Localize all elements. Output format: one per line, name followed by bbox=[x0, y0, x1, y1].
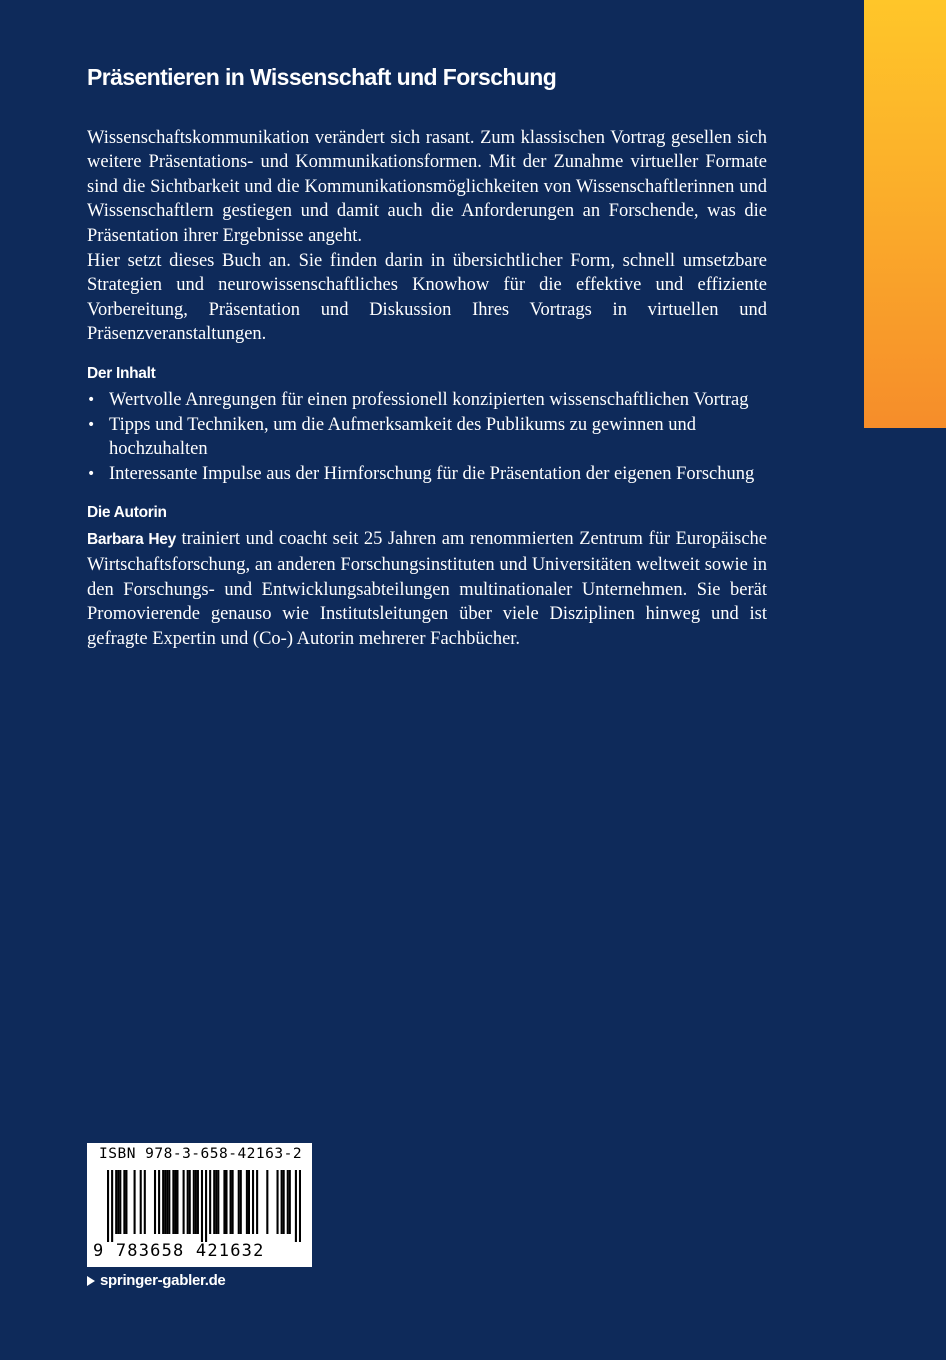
barcode-bar bbox=[183, 1170, 185, 1234]
barcode-bar bbox=[217, 1170, 219, 1234]
barcode-bar bbox=[111, 1170, 113, 1242]
barcode-bar bbox=[266, 1170, 268, 1234]
barcode-bar bbox=[164, 1170, 166, 1234]
barcode-bar bbox=[276, 1170, 278, 1234]
barcode-bar bbox=[209, 1170, 211, 1234]
list-item-text: Wertvolle Anregungen für einen professionell konzipierten wissenschaftlichen Vortrag bbox=[109, 389, 749, 410]
author-heading: Die Autorin bbox=[87, 504, 167, 522]
orange-accent-bar bbox=[864, 0, 946, 428]
book-title: Präsentieren in Wissenschaft und Forschung bbox=[87, 64, 557, 90]
barcode-bar bbox=[172, 1170, 174, 1234]
barcode-bar bbox=[225, 1170, 227, 1234]
barcode-bar bbox=[295, 1170, 297, 1242]
barcode-bar bbox=[287, 1170, 289, 1234]
isbn-barcode bbox=[87, 1143, 312, 1267]
website-text: springer-gabler.de bbox=[100, 1272, 226, 1289]
barcode-bar bbox=[289, 1170, 291, 1234]
isbn-label: ISBN 978-3-658-42163-2 bbox=[99, 1146, 303, 1162]
barcode-bar bbox=[232, 1170, 234, 1234]
barcode-bar bbox=[174, 1170, 176, 1234]
author-name: Barbara Hey bbox=[87, 531, 176, 549]
list-item bbox=[87, 388, 767, 413]
contents-list bbox=[87, 388, 767, 486]
barcode-bar bbox=[134, 1170, 136, 1234]
bullet-icon: • bbox=[87, 465, 96, 482]
barcode-bar bbox=[283, 1170, 285, 1234]
barcode-bar bbox=[123, 1170, 125, 1234]
intro-paragraph-1: Wissenschaftskommunikation verändert sich rasant. Zum klassischen Vortrag gesellen sich weitere Präsentations- und Kommunikationsformen. Mit der Zunahme virtueller Formate sind die Sichtbarkeit und die Kommunikationsmöglichkeiten von Wissenschaftlerinnen und Wissenschaftlern gestiegen und damit auch die Anforderungen an Forschende, was die Präsentation ihrer Ergebnisse angeht. bbox=[87, 127, 767, 246]
author-bio bbox=[87, 527, 767, 651]
barcode-bar bbox=[252, 1170, 254, 1234]
barcode-bar bbox=[205, 1170, 207, 1242]
intro-paragraph-2: Hier setzt dieses Buch an. Sie finden darin in übersichtlicher Form, schnell umsetzbare Strategien und neurowissenschaftliches Knowhow für die effektive und effiziente Vorbereitung, Präsentation und Diskussion Ihres Vortrags in virtuellen und Präsenzveranstaltungen. bbox=[87, 250, 767, 345]
barcode-bar bbox=[299, 1170, 301, 1242]
barcode-bar bbox=[238, 1170, 240, 1234]
list-item bbox=[87, 413, 767, 462]
barcode-bar bbox=[193, 1170, 195, 1234]
barcode-bar bbox=[168, 1170, 170, 1234]
barcode-bar bbox=[240, 1170, 242, 1234]
barcode-bar bbox=[119, 1170, 121, 1234]
barcode-bar bbox=[248, 1170, 250, 1234]
barcode-bar bbox=[125, 1170, 127, 1234]
barcode-bar bbox=[176, 1170, 178, 1234]
barcode-bar bbox=[281, 1170, 283, 1234]
barcode-bar bbox=[189, 1170, 191, 1234]
barcode-bar bbox=[201, 1170, 203, 1242]
barcode-bar bbox=[197, 1170, 199, 1234]
barcode-bar bbox=[107, 1170, 109, 1242]
ean-digits: 9 783658 421632 bbox=[93, 1241, 265, 1261]
publisher-website[interactable] bbox=[87, 1272, 225, 1289]
author-bio-text: trainiert und coacht seit 25 Jahren am renommierten Zentrum für Europäische Wirtschaftsforschung, an anderen Forschungsinstituten und Universitäten weltweit sowie in den Forschungs- und Entwicklungsabteilungen multinationaler Unternehmen. Sie berät Promovierende genauso wie Institutsleitungen über viele Disziplinen hinweg und ist gefragte Expertin und (Co-) Autorin mehrerer Fachbücher. bbox=[87, 529, 768, 649]
barcode-bar bbox=[223, 1170, 225, 1234]
barcode-bar bbox=[117, 1170, 119, 1234]
barcode-bar bbox=[215, 1170, 217, 1234]
contents-heading: Der Inhalt bbox=[87, 364, 156, 382]
barcode-bar bbox=[144, 1170, 146, 1234]
play-arrow-icon bbox=[87, 1276, 95, 1286]
barcode-bar bbox=[166, 1170, 168, 1234]
barcode-bar bbox=[230, 1170, 232, 1234]
bullet-icon: • bbox=[87, 391, 96, 408]
barcode-bar bbox=[213, 1170, 215, 1234]
barcode-bar bbox=[246, 1170, 248, 1234]
barcode-bar bbox=[162, 1170, 164, 1234]
barcode-bar bbox=[154, 1170, 156, 1234]
barcode-bar bbox=[187, 1170, 189, 1234]
barcode-bars bbox=[107, 1170, 301, 1242]
barcode-bar bbox=[140, 1170, 142, 1234]
barcode-bar bbox=[195, 1170, 197, 1234]
barcode-bar bbox=[256, 1170, 258, 1234]
bullet-icon: • bbox=[87, 416, 96, 433]
barcode-bar bbox=[115, 1170, 117, 1234]
list-item bbox=[87, 462, 767, 487]
list-item-text: Interessante Impulse aus der Hirnforschung für die Präsentation der eigenen Forschung bbox=[109, 463, 755, 484]
cover-text bbox=[87, 64, 767, 651]
barcode-bar bbox=[158, 1170, 160, 1234]
list-item-text: Tipps und Techniken, um die Aufmerksamkeit des Publikums zu gewinnen und hochzuhalten bbox=[109, 414, 697, 460]
